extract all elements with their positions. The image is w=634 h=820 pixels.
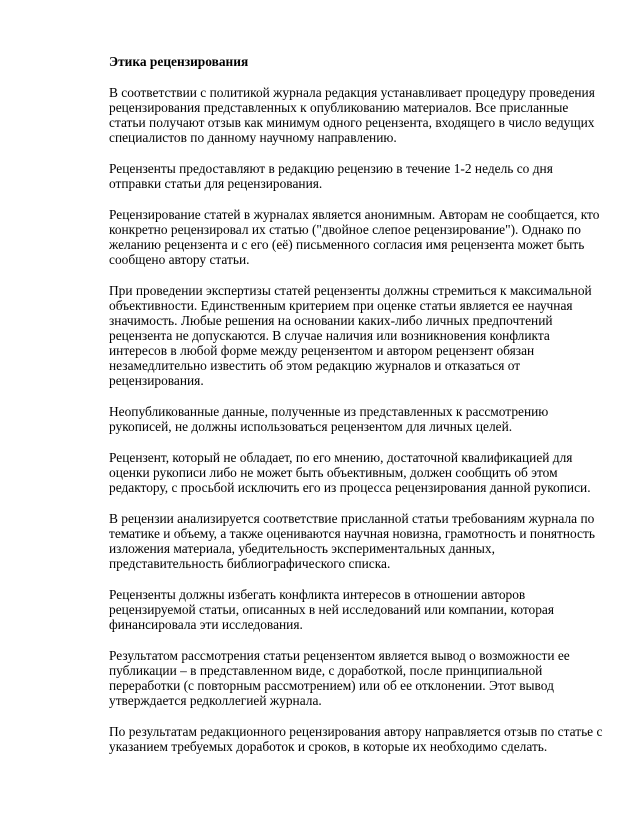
document-body [109, 85, 603, 754]
text-line: значимость. Любые решения на основании каких-либо личных предпочтений [109, 313, 553, 328]
paragraph-10 [109, 724, 603, 754]
text-line: изложения материала, убедительность экспериментальных данных, [109, 541, 495, 556]
text-line: Рецензенты предоставляют в редакцию рецензию в течение 1-2 недель со дня [109, 161, 553, 176]
text-line: объективности. Единственным критерием при оценке статьи является ее научная [109, 298, 573, 313]
paragraph-7 [109, 511, 595, 571]
document-title: Этика рецензирования [109, 54, 249, 69]
text-line: рецензирования. [109, 373, 204, 388]
paragraph-4 [109, 283, 592, 388]
text-line: статьи получают отзыв как минимум одного рецензента, входящего в число ведущих [109, 115, 595, 130]
text-line: финансировала эти исследования. [109, 617, 303, 632]
paragraph-6 [109, 450, 591, 495]
text-line: отправки статьи для рецензирования. [109, 176, 323, 191]
text-line: рецензирования представленных к опубликованию материалов. Все присланные [109, 100, 569, 115]
paragraph-5 [109, 404, 579, 434]
text-line: указанием требуемых доработок и сроков, в которые их необходимо сделать. [109, 739, 548, 754]
text-line: Рецензенты должны избегать конфликта интересов в отношении авторов [109, 587, 526, 602]
text-line: представительность библиографического списка. [109, 556, 391, 571]
text-line: незамедлительно известить об этом редакцию журналов и отказаться от [109, 358, 521, 373]
text-line: рецензента не допускаются. В случае наличия или возникновения конфликта [109, 328, 550, 343]
paragraph-3 [109, 207, 600, 267]
text-line: В соответствии с политикой журнала редакция устанавливает процедуру проведения [109, 85, 595, 100]
paragraph-1 [109, 85, 595, 145]
text-line: Рецензент, который не обладает, по его мнению, достаточной квалификацией для [109, 450, 573, 465]
text-line: конкретно рецензировал их статью ("двойное слепое рецензирование"). Однако по [109, 222, 581, 237]
paragraph-2 [109, 161, 579, 191]
text-line: публикации – в представленном виде, с доработкой, после принципиальной [109, 663, 543, 678]
text-line: рецензируемой статьи, описанных в ней исследований или компании, которая [109, 602, 555, 617]
text-line: интересов в любой форме между рецензентом и автором рецензент обязан [109, 343, 535, 358]
text-line: редактору, с просьбой исключить его из процесса рецензирования данной рукописи. [109, 480, 591, 495]
text-line: переработки (с повторным рассмотрением) или об ее отклонении. Этот вывод [109, 678, 554, 693]
document-page [109, 54, 603, 770]
text-line: Рецензирование статей в журналах является анонимным. Авторам не сообщается, кто [109, 207, 600, 222]
text-line: При проведении экспертизы статей рецензенты должны стремиться к максимальной [109, 283, 592, 298]
paragraph-9 [109, 648, 579, 708]
text-line: тематике и объему, а также оцениваются научная новизна, грамотность и понятность [109, 526, 595, 541]
paragraph-8 [109, 587, 579, 632]
text-line: специалистов по данному научному направлению. [109, 130, 397, 145]
text-line: желанию рецензента и с его (её) письменного согласия имя рецензента может быть [109, 237, 585, 252]
text-line: утверждается редколлегией журнала. [109, 693, 322, 708]
text-line: оценки рукописи либо не может быть объективным, должен сообщить об этом [109, 465, 558, 480]
text-line: Неопубликованные данные, полученные из представленных к рассмотрению [109, 404, 549, 419]
text-line: В рецензии анализируется соответствие присланной статьи требованиям журнала по [109, 511, 595, 526]
text-line: сообщено автору статьи. [109, 252, 250, 267]
text-line: рукописей, не должны использоваться рецензентом для личных целей. [109, 419, 513, 434]
text-line: Результатом рассмотрения статьи рецензентом является вывод о возможности ее [109, 648, 570, 663]
text-line: По результатам редакционного рецензирования автору направляется отзыв по статье с [109, 724, 603, 739]
